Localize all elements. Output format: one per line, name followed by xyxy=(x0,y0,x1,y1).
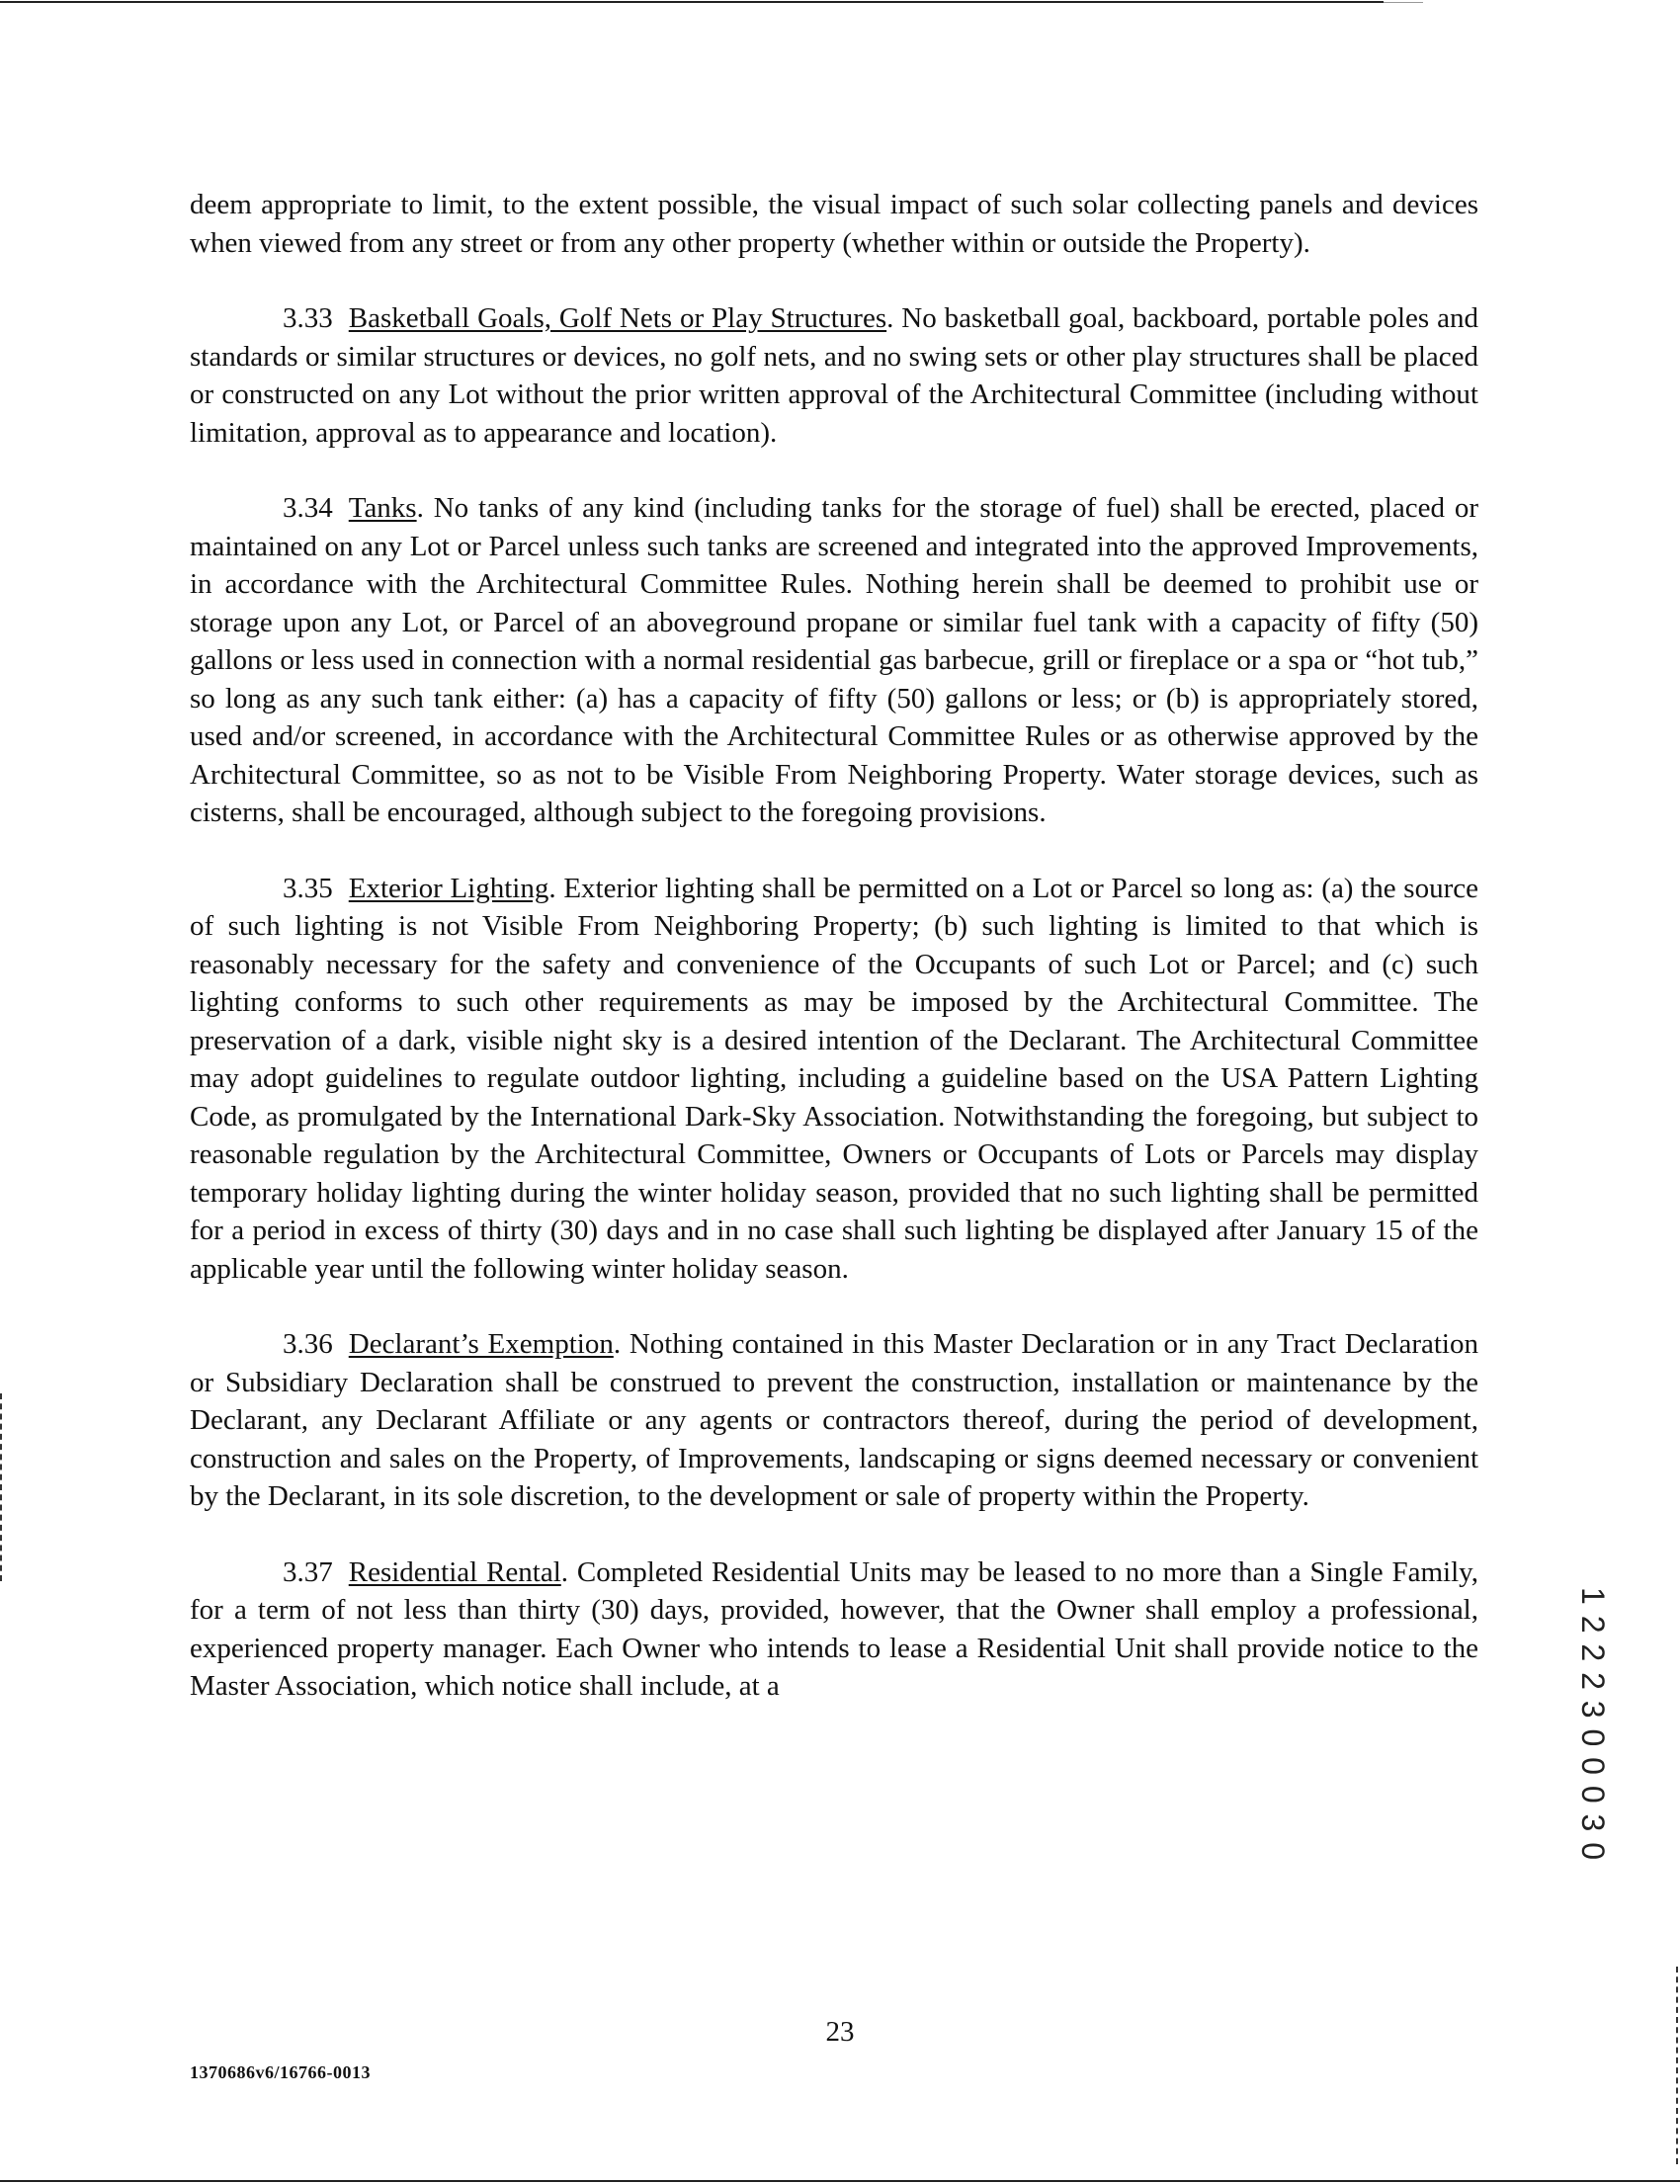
intro-paragraph: deem appropriate to limit, to the extent possible, the visual impact of such solar collecting panels and devices when viewed from any street or from any other property (whether within or outside the Property). xyxy=(190,189,1478,259)
section-3-34 xyxy=(190,489,1478,832)
top-scan-border-faint xyxy=(1384,2,1423,3)
section-heading: Basketball Goals, Golf Nets or Play Structures xyxy=(348,302,887,334)
section-number: 3.35 xyxy=(283,872,333,904)
section-number: 3.34 xyxy=(283,492,333,524)
section-3-37 xyxy=(190,1554,1478,1706)
section-body: . No tanks of any kind (including tanks for the storage of fuel) shall be erected, placed or maintained on any Lot or Parcel unless such tanks are screened and integrated into the approved Improvements, in accordance with the Architectural Committee Rules. Nothing herein shall be deemed to prohibit use or storage upon any Lot, or Parcel of an aboveground propane or similar fuel tank with a capacity of fifty (50) gallons or less used in connection with a normal residential gas barbecue, grill or fireplace or a spa or “hot tub,” so long as any such tank either: (a) has a capacity of fifty (50) gallons or less; or (b) is appropriately stored, used and/or screened, in accordance with the Architectural Committee Rules or as otherwise approved by the Architectural Committee, so as not to be Visible From Neighboring Property. Water storage devices, such as cisterns, shall be encouraged, although subject to the foregoing provisions. xyxy=(190,492,1478,828)
section-3-36 xyxy=(190,1325,1478,1516)
margin-recording-stamp: 1 2 2 2 3 0 0 0 3 0 xyxy=(1575,1587,1611,1861)
section-body: . Completed Residential Units may be leased to no more than a Single Family, for a term of not less than thirty (30) days, provided, however, that the Owner shall employ a professional, experienced property manager. Each Owner who intends to lease a Residential Unit shall provide notice to the Master Association, which notice shall include, at a xyxy=(190,1555,1478,1702)
document-body xyxy=(190,186,1478,1743)
section-number: 3.36 xyxy=(283,1328,333,1360)
left-scan-marks xyxy=(0,1393,5,1581)
section-heading: Exterior Lighting xyxy=(348,872,549,904)
section-heading: Declarant’s Exemption xyxy=(348,1328,614,1360)
page-number: 23 xyxy=(825,2016,855,2048)
section-body: . Exterior lighting shall be permitted on a Lot or Parcel so long as: (a) the source of such lighting is not Visible From Neighboring Property; (b) such lighting is limited to that which is reasonably necessary for the safety and convenience of the Occupants of such Lot or Parcel; and (c) such lighting conforms to such other requirements as may be imposed by the Architectural Committee. The preservation of a dark, visible night sky is a desired intention of the Declarant. The Architectural Committee may adopt guidelines to regulate outdoor lighting, including a guideline based on the USA Pattern Lighting Code, as promulgated by the International Dark-Sky Association. Notwithstanding the foregoing, but subject to reasonable regulation by the Architectural Committee, Owners or Occupants of Lots or Parcels may display temporary holiday lighting during the winter holiday season, provided that no such lighting shall be permitted for a period in excess of thirty (30) days and in no case shall such lighting be displayed after January 15 of the applicable year until the following winter holiday season. xyxy=(190,872,1478,1285)
section-heading: Tanks xyxy=(348,492,417,524)
top-scan-border xyxy=(0,1,1384,3)
section-number: 3.37 xyxy=(283,1555,333,1588)
section-body: . Nothing contained in this Master Declaration or in any Tract Declaration or Subsidiary Declaration shall be construed to prevent the construction, installation or maintenance by the Declarant, any Declarant Affiliate or any agents or contractors thereof, during the period of development, construction and sales on the Property, of Improvements, landscaping or signs deemed necessary or convenient by the Declarant, in its sole discretion, to the development or sale of property within the Property. xyxy=(190,1328,1478,1512)
section-heading: Residential Rental xyxy=(348,1555,561,1588)
section-body: . No basketball goal, backboard, portable poles and standards or similar structures or devices, no golf nets, and no swing sets or other play structures shall be placed or constructed on any Lot without the prior written approval of the Architectural Committee (including without limitation, approval as to appearance and location). xyxy=(190,302,1478,449)
section-3-33 xyxy=(190,299,1478,452)
document-id: 1370686v6/16766-0013 xyxy=(190,2062,371,2082)
bottom-scan-border xyxy=(0,2180,1680,2182)
section-number: 3.33 xyxy=(283,302,333,334)
section-3-35 xyxy=(190,870,1478,1289)
right-scan-marks xyxy=(1676,1967,1680,2164)
